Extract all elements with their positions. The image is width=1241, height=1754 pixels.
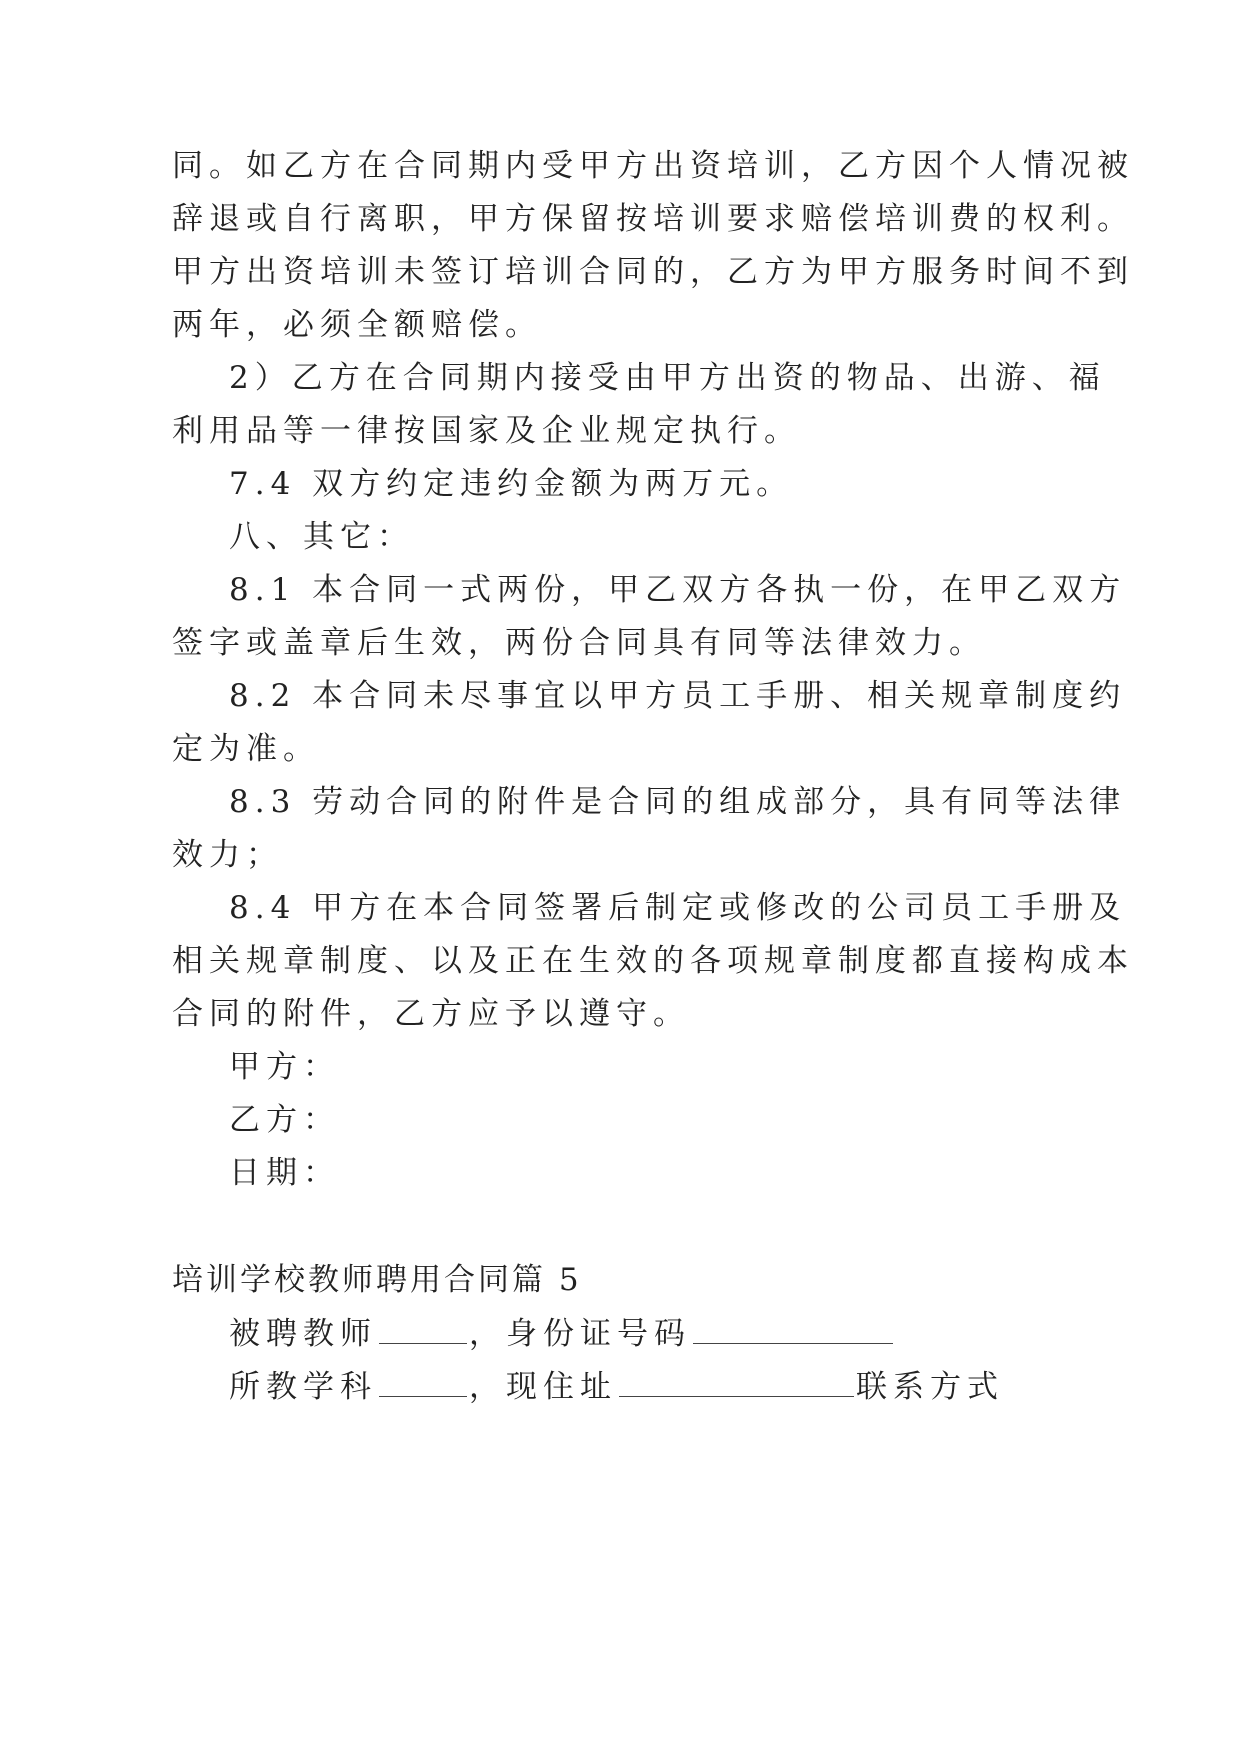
clause-8-2: 8.2 本合同未尽事宜以甲方员工手册、相关规章制度约 (229, 678, 1127, 714)
body-line: 2）乙方在合同期内接受由甲方出资的物品、出游、福 (229, 360, 1106, 396)
body-line: 甲方出资培训未签订培训合同的，乙方为甲方服务时间不到 (172, 254, 1134, 290)
clause-8-3: 8.3 劳动合同的附件是合同的组成部分，具有同等法律 (229, 784, 1127, 820)
section-heading: 八、其它： (229, 519, 414, 555)
contact-label: 联系方式 (856, 1369, 1004, 1405)
body-line: 两年，必须全额赔偿。 (172, 307, 542, 343)
body-line: 效力； (172, 837, 283, 873)
date-line: 日期： (229, 1155, 340, 1191)
body-line: 定为准。 (172, 731, 320, 767)
body-line: 利用品等一律按国家及企业规定执行。 (172, 413, 801, 449)
subject-label: 所教学科 (229, 1369, 377, 1405)
body-line: 合同的附件，乙方应予以遵守。 (172, 996, 690, 1032)
id-number-label: ，身份证号码 (469, 1316, 691, 1352)
teacher-label: 被聘教师 (229, 1316, 377, 1352)
body-line: 签字或盖章后生效，两份合同具有同等法律效力。 (172, 625, 986, 661)
section-title: 培训学校教师聘用合同篇 5 (172, 1262, 582, 1298)
address-label: ，现住址 (469, 1369, 617, 1405)
clause-8-1: 8.1 本合同一式两份，甲乙双方各执一份，在甲乙双方 (229, 572, 1127, 608)
clause-8-4: 8.4 甲方在本合同签署后制定或修改的公司员工手册及 (229, 890, 1127, 926)
party-a-signature-line: 甲方： (229, 1049, 340, 1085)
teacher-name-blank (379, 1313, 467, 1344)
subject-blank (379, 1366, 467, 1397)
address-blank (619, 1366, 854, 1397)
form-line-teacher (229, 1313, 895, 1354)
body-line: 同。如乙方在合同期内受甲方出资培训，乙方因个人情况被 (172, 148, 1134, 184)
party-b-signature-line: 乙方： (229, 1102, 340, 1138)
body-line: 相关规章制度、以及正在生效的各项规章制度都直接构成本 (172, 943, 1134, 979)
body-line: 辞退或自行离职，甲方保留按培训要求赔偿培训费的权利。 (172, 201, 1134, 237)
id-number-blank (693, 1313, 893, 1344)
clause-7-4: 7.4 双方约定违约金额为两万元。 (229, 466, 794, 502)
form-line-subject (229, 1366, 1004, 1407)
